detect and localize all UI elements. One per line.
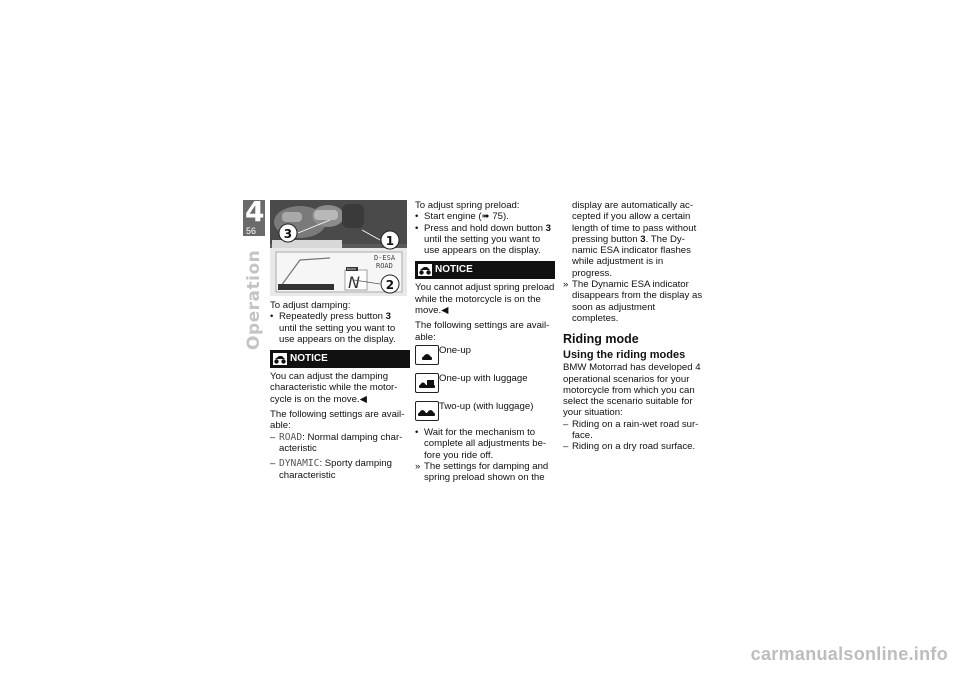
load-one-up: One-up	[415, 345, 555, 371]
rider-luggage-icon	[415, 373, 439, 393]
mode-tag: ROAD	[347, 267, 356, 271]
gear-indicator: N	[348, 273, 360, 292]
display-line-2: ROAD	[376, 262, 393, 270]
preload-step-press: • Press and hold down button 3 until the setting you want to use appears on the display.	[415, 222, 551, 257]
page-number: 56	[246, 226, 257, 236]
watermark-text: carmanualsonline.info	[750, 644, 948, 664]
list-item: – Riding on a rain-wet road sur-face.	[563, 418, 699, 442]
preload-intro: To adjust spring preload:	[415, 200, 520, 211]
result-continued: display are automatically ac-cepted if you allow a certain length of time to pass without pressing button 3. The Dy-namic ESA indicator flashes while adjustment is in progress.	[572, 200, 697, 279]
section-heading: Riding mode	[563, 332, 639, 347]
callout-3: 3	[283, 227, 293, 241]
notice-title: NOTICE	[290, 353, 328, 365]
motorcycle-notice-icon	[273, 353, 287, 365]
chapter-number: 4	[245, 195, 265, 228]
callout-1: 1	[385, 234, 395, 248]
column-3	[563, 200, 703, 453]
notice-title: NOTICE	[435, 264, 473, 276]
load-settings-intro: The following settings are avail-able:	[415, 320, 550, 343]
setting-dynamic: – DYNAMIC: Sporty damping characteristic	[270, 458, 392, 481]
rider-icon	[415, 345, 439, 365]
notice-banner	[270, 350, 410, 368]
damping-intro: To adjust damping:	[270, 300, 351, 311]
page-reference: ➠ 75	[481, 211, 503, 223]
rider-passenger-icon	[415, 401, 439, 421]
notice-text: You can adjust the damping characteristic while the motor-cycle is on the move.◀	[270, 371, 398, 405]
section-name: Operation	[244, 249, 264, 350]
result-indicator: » The Dynamic ESA indicator disappears from the display as soon as adjustment completes.	[563, 279, 703, 324]
column-1	[270, 200, 410, 481]
notice-banner	[415, 261, 555, 279]
setting-road: – ROAD: Normal damping char-acteristic	[270, 431, 403, 454]
list-item: – Riding on a dry road surface.	[563, 441, 696, 453]
load-one-up-luggage: One-up with luggage	[415, 373, 555, 399]
riding-mode-body: BMW Motorrad has developed 4 operational scenarios for your motorcycle from which you can select the scenario suitable for your situation:	[563, 362, 701, 419]
load-two-up: Two-up (with luggage)	[415, 401, 555, 427]
wait-step: • Wait for the mechanism to complete all adjustments be-fore you ride off.	[415, 426, 547, 461]
result-start: » The settings for damping and spring preload shown on the	[415, 460, 549, 484]
preload-step-start: • Start engine (➠ 75).	[415, 211, 509, 223]
subsection-heading: Using the riding modes	[563, 349, 686, 362]
notice-text: You cannot adjust spring preload while the motorcycle is on the move.◀	[415, 282, 555, 317]
damping-step: • Repeatedly press button 3 until the setting you want to use appears on the display.	[270, 311, 396, 345]
display-line-1: D-ESA	[374, 254, 396, 262]
callout-2: 2	[385, 278, 395, 292]
handlebar-display-photo	[270, 200, 407, 296]
column-2	[415, 200, 555, 483]
motorcycle-notice-icon	[418, 264, 432, 276]
settings-intro: The following settings are avail-able:	[270, 409, 405, 432]
